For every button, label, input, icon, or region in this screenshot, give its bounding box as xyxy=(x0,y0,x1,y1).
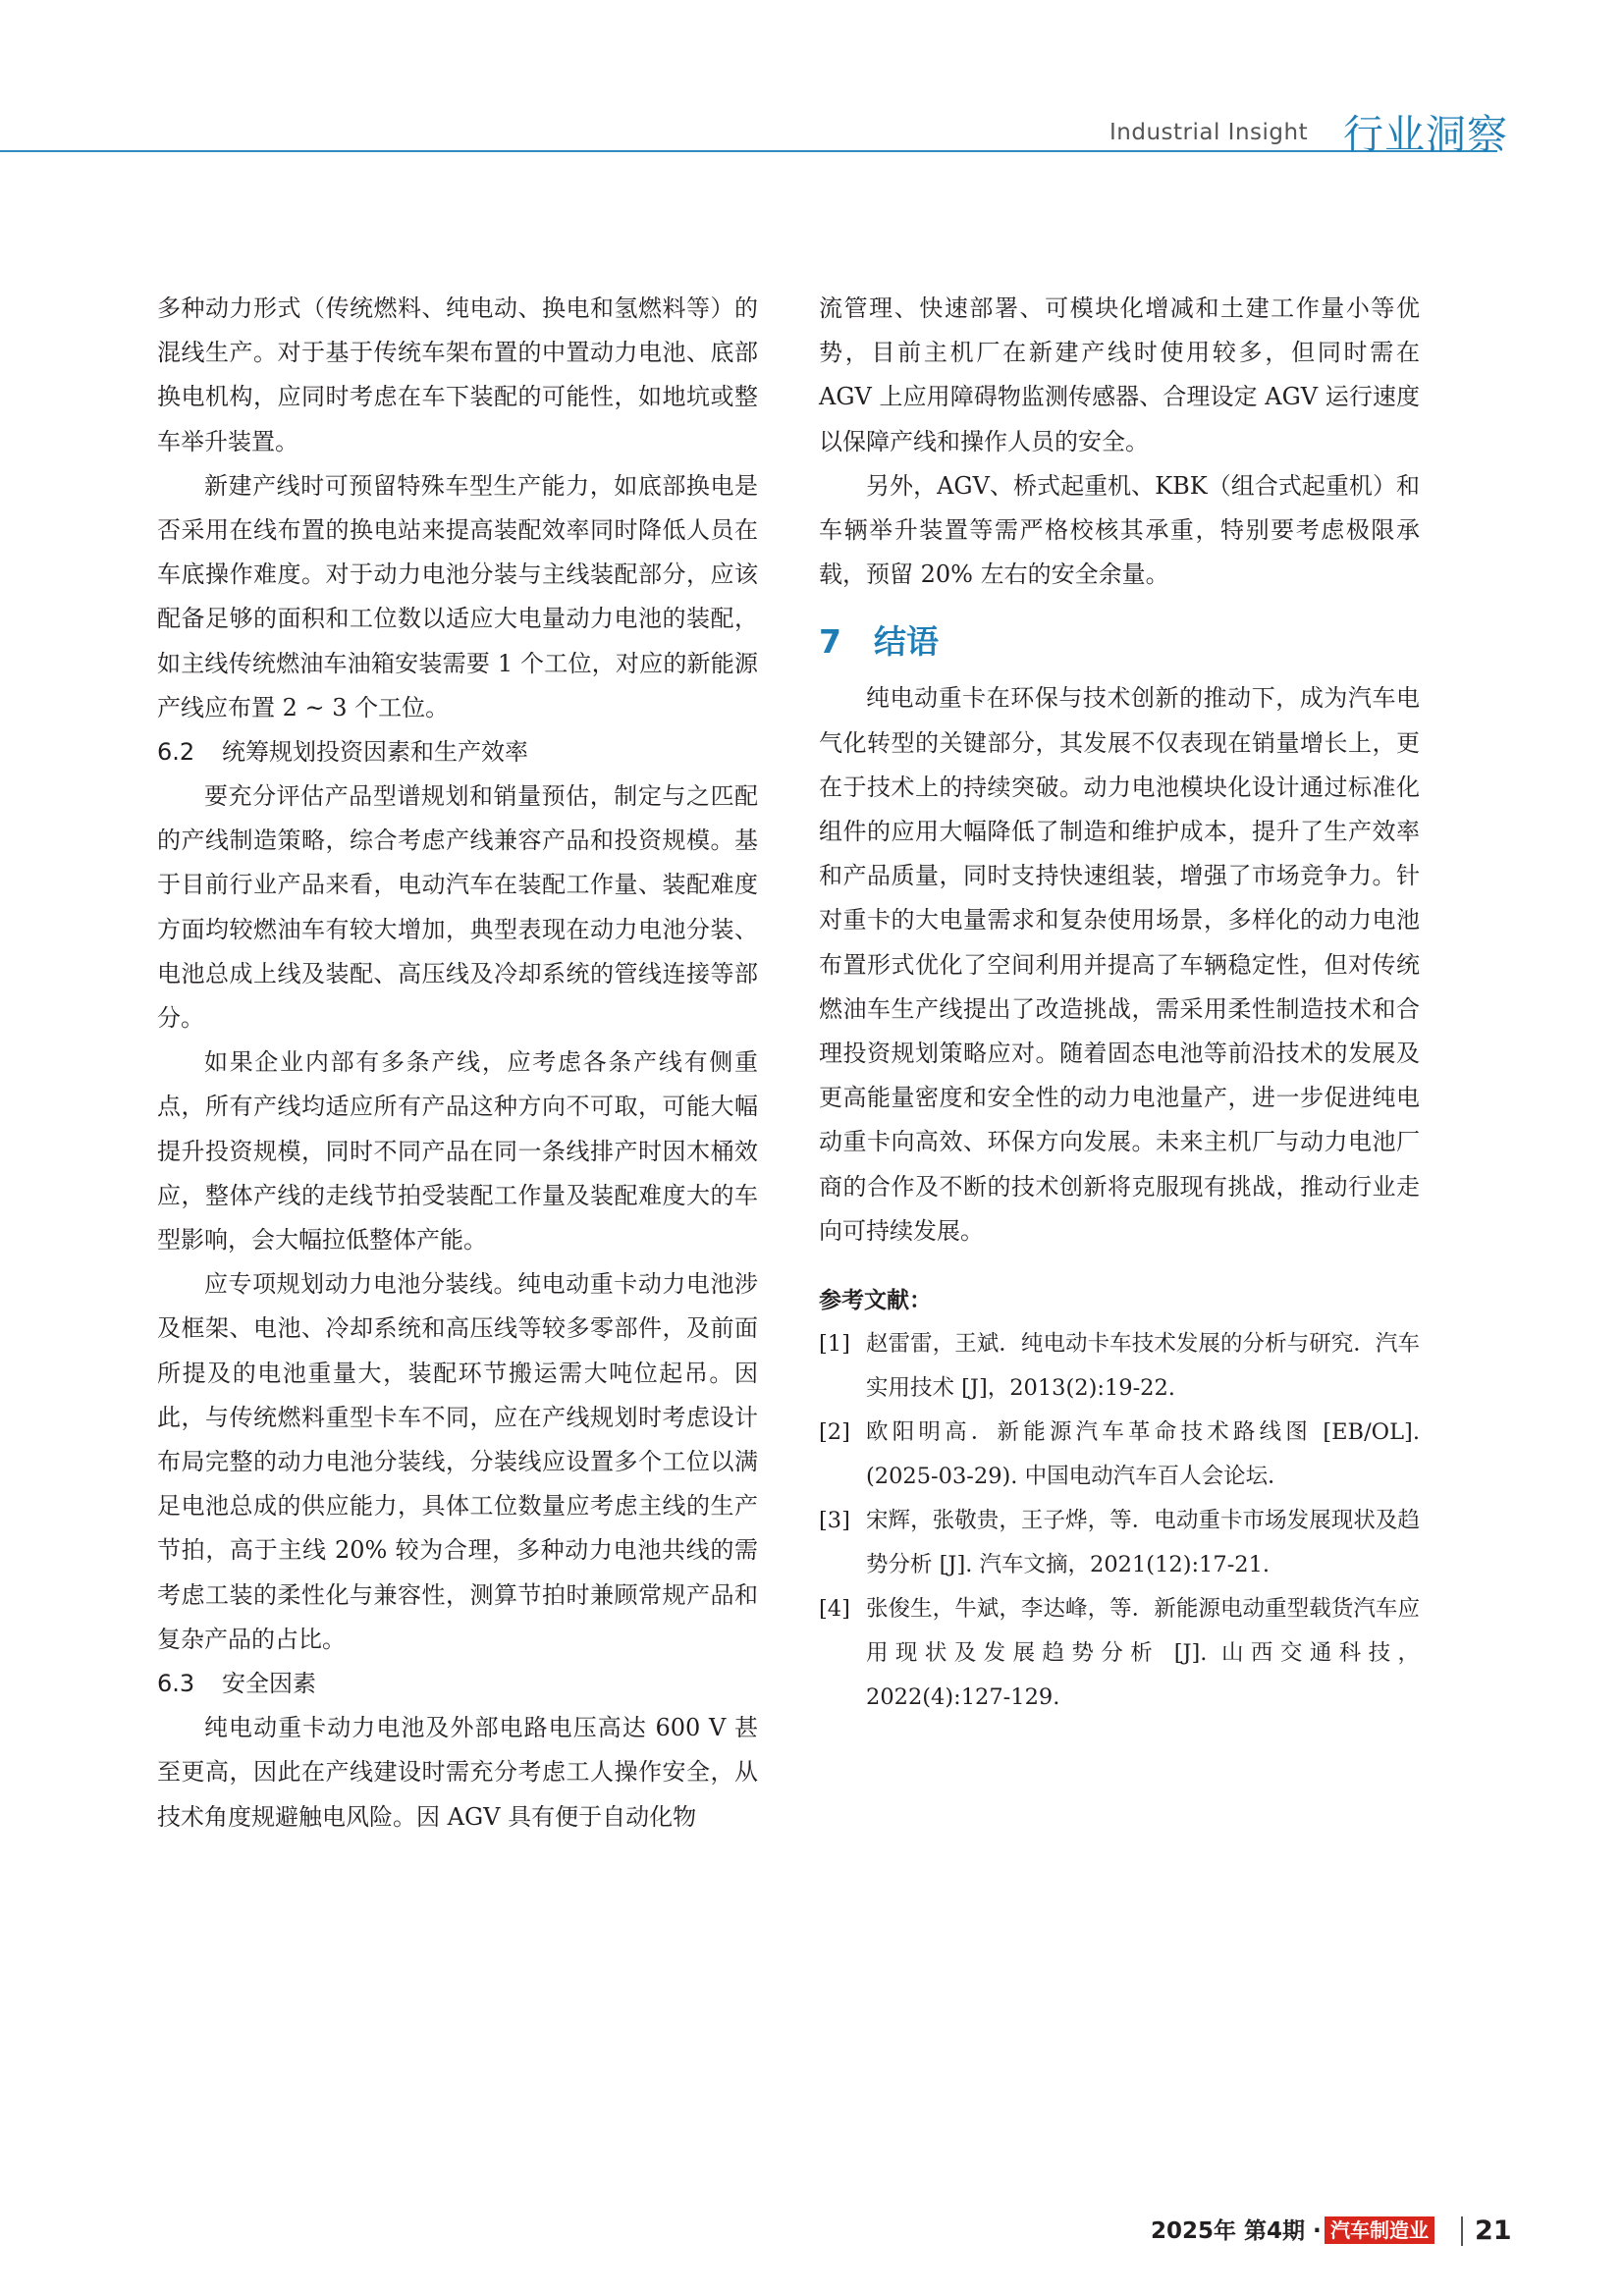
paragraph: 纯电动重卡在环保与技术创新的推动下，成为汽车电气化转型的关键部分，其发展不仅表现在销量增长上，更在于技术上的持续突破。动力电池模块化设计通过标准化组件的应用大幅降低了制造和维护成本，提升了生产效率和产品质量，同时支持快速组装，增强了市场竞争力。针对重卡的大电量需求和复杂使用场景，多样化的动力电池布置形式优化了空间利用并提高了车辆稳定性，但对传统燃油车生产线提出了改造挑战，需采用柔性制造技术和合理投资规划策略应对。随着固态电池等前沿技术的发展及更高能量密度和安全性的动力电池量产，进一步促进纯电动重卡向高效、环保方向发展。未来主机厂与动力电池厂商的合作及不断的技术创新将克服现有挑战，推动行业走向可持续发展。 xyxy=(819,684,1420,1245)
reference-text: 张俊生，牛斌，李达峰，等．新能源电动重型载货汽车应用现状及发展趋势分析 [J]. 山西交通科技，2022(4):127-129. xyxy=(866,1596,1420,1711)
section-heading-7 xyxy=(819,614,1420,668)
references-title: 参考文献： xyxy=(819,1288,932,1314)
reference-number: [2] xyxy=(819,1419,850,1446)
reference-number: [3] xyxy=(819,1508,850,1534)
left-column xyxy=(157,287,758,1840)
page-number: 21 xyxy=(1475,2216,1512,2246)
reference-item xyxy=(819,1322,1420,1411)
paragraph: 多种动力形式（传统燃料、纯电动、换电和氢燃料等）的混线生产。对于基于传统车架布置的中置动力电池、底部换电机构，应同时考虑在车下装配的可能性，如地坑或整车举升装置。 xyxy=(157,294,758,455)
paragraph: 如果企业内部有多条产线，应考虑各条产线有侧重点，所有产线均适应所有产品这种方向不可取，可能大幅提升投资规模，同时不同产品在同一条线排产时因木桶效应，整体产线的走线节拍受装配工作量及装配难度大的车型影响，会大幅拉低整体产能。 xyxy=(157,1048,758,1255)
reference-item xyxy=(819,1499,1420,1587)
subsection-number: 6.3 xyxy=(157,1670,195,1698)
right-column xyxy=(819,287,1420,1720)
section-number: 7 xyxy=(819,622,841,662)
paragraph: 应专项规划动力电池分装线。纯电动重卡动力电池涉及框架、电池、冷却系统和高压线等较多零部件，及前面所提及的电池重量大，装配环节搬运需大吨位起吊。因此，与传统燃料重型卡车不同，应在产线规划时考虑设计布局完整的动力电池分装线，分装线应设置多个工位以满足电池总成的供应能力，具体工位数量应考虑主线的生产节拍，高于主线 20% 较为合理，多种动力电池共线的需考虑工装的柔性化与兼容性，测算节拍时兼顾常规产品和复杂产品的占比。 xyxy=(157,1270,758,1653)
reference-list xyxy=(819,1322,1420,1720)
reference-text: 宋辉，张敬贵，王子烨，等．电动重卡市场发展现状及趋势分析 [J]. 汽车文摘，2021(12):17-21. xyxy=(866,1508,1420,1578)
paragraph: 另外，AGV、桥式起重机、KBK（组合式起重机）和车辆举升装置等需严格校核其承重，特别要考虑极限承载，预留 20% 左右的安全余量。 xyxy=(819,471,1420,589)
footer-divider xyxy=(1461,2216,1463,2246)
subsection-heading-6-3 xyxy=(157,1662,758,1706)
reference-number: [1] xyxy=(819,1331,850,1358)
subsection-title: 统筹规划投资因素和生产效率 xyxy=(222,738,528,767)
paragraph: 流管理、快速部署、可模块化增减和土建工作量小等优势，目前主机厂在新建产线时使用较多，但同时需在 AGV 上应用障碍物监测传感器、合理设定 AGV 运行速度以保障产线和操作人员的安全。 xyxy=(819,294,1420,455)
header-rule xyxy=(0,150,1497,152)
reference-number: [4] xyxy=(819,1596,850,1623)
paragraph: 要充分评估产品型谱规划和销量预估，制定与之匹配的产线制造策略，综合考虑产线兼容产品和投资规模。基于目前行业产品来看，电动汽车在装配工作量、装配难度方面均较燃油车有较大增加，典型表现在动力电池分装、电池总成上线及装配、高压线及冷却系统的管线连接等部分。 xyxy=(157,782,758,1033)
reference-text: 赵雷雷，王斌．纯电动卡车技术发展的分析与研究．汽车实用技术 [J]，2013(2):19-22. xyxy=(866,1331,1420,1402)
subsection-title: 安全因素 xyxy=(222,1670,316,1698)
issue-info: 2025年 第4期 · xyxy=(1151,2218,1322,2244)
subsection-number: 6.2 xyxy=(157,738,195,767)
section-label-cn: 行业洞察 xyxy=(1343,111,1508,158)
reference-text: 欧阳明高．新能源汽车革命技术路线图 [EB/OL]. (2025-03-29). 中国电动汽车百人会论坛． xyxy=(866,1419,1420,1490)
magazine-logo: 汽车制造业 xyxy=(1325,2216,1434,2244)
subsection-heading-6-2 xyxy=(157,730,758,774)
section-label-en: Industrial Insight xyxy=(1109,120,1309,145)
reference-item xyxy=(819,1411,1420,1499)
reference-item xyxy=(819,1587,1420,1720)
section-title: 结语 xyxy=(874,622,939,662)
paragraph: 纯电动重卡动力电池及外部电路电压高达 600 V 甚至更高，因此在产线建设时需充分考虑工人操作安全，从技术角度规避触电风险。因 AGV 具有便于自动化物 xyxy=(157,1714,758,1831)
paragraph: 新建产线时可预留特殊车型生产能力，如底部换电是否采用在线布置的换电站来提高装配效率同时降低人员在车底操作难度。对于动力电池分装与主线装配部分，应该配备足够的面积和工位数以适应大电量动力电池的装配，如主线传统燃油车油箱安装需要 1 个工位，对应的新能源产线应布置 2 ~ 3 个工位。 xyxy=(157,471,758,721)
